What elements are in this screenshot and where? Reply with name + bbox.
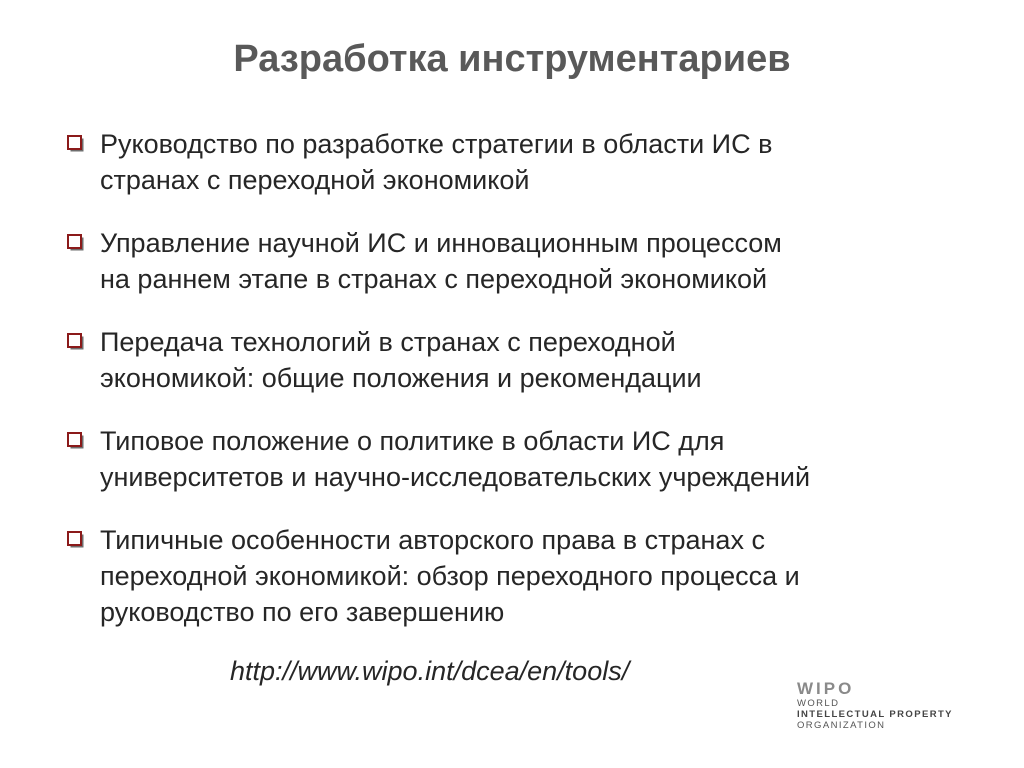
slide-title: Разработка инструментариев <box>233 38 791 80</box>
checkbox-icon <box>67 531 85 549</box>
wipo-logo <box>797 680 997 740</box>
bullet-line: Передача технологий в странах с переходной <box>100 327 676 357</box>
logo-line-organization: ORGANIZATION <box>797 720 886 731</box>
checkbox-icon <box>67 234 85 252</box>
checkbox-icon <box>67 333 85 351</box>
bullet-line: странах с переходной экономикой <box>100 165 530 195</box>
bullet-line: экономикой: общие положения и рекомендации <box>100 363 702 393</box>
bullet-line: университетов и научно-исследовательских учреждений <box>100 462 811 492</box>
bullet-list <box>64 126 964 630</box>
logo-line-ip: INTELLECTUAL PROPERTY <box>797 709 953 720</box>
bullet-line: Управление научной ИС и инновационным процессом <box>100 228 782 258</box>
checkbox-icon <box>67 135 85 153</box>
bullet-item <box>64 126 964 198</box>
bullet-item <box>64 225 964 297</box>
bullet-item <box>64 522 964 630</box>
bullet-item <box>64 324 964 396</box>
bullet-line: руководство по его завершению <box>100 597 505 627</box>
bullet-line: Типовое положение о политике в области ИС для <box>100 426 725 456</box>
bullet-line: Типичные особенности авторского права в странах с <box>100 525 765 555</box>
bullet-line: Руководство по разработке стратегии в области ИС в <box>100 129 773 159</box>
checkbox-icon <box>67 432 85 450</box>
bullet-item <box>64 423 964 495</box>
logo-wordmark: WIPO <box>797 679 855 698</box>
bullet-line: переходной экономикой: обзор переходного процесса и <box>100 561 800 591</box>
logo-line-world: WORLD <box>797 698 840 709</box>
bullet-line: на раннем этапе в странах с переходной экономикой <box>100 264 768 294</box>
source-url[interactable]: http://www.wipo.int/dcea/en/tools/ <box>230 656 630 686</box>
